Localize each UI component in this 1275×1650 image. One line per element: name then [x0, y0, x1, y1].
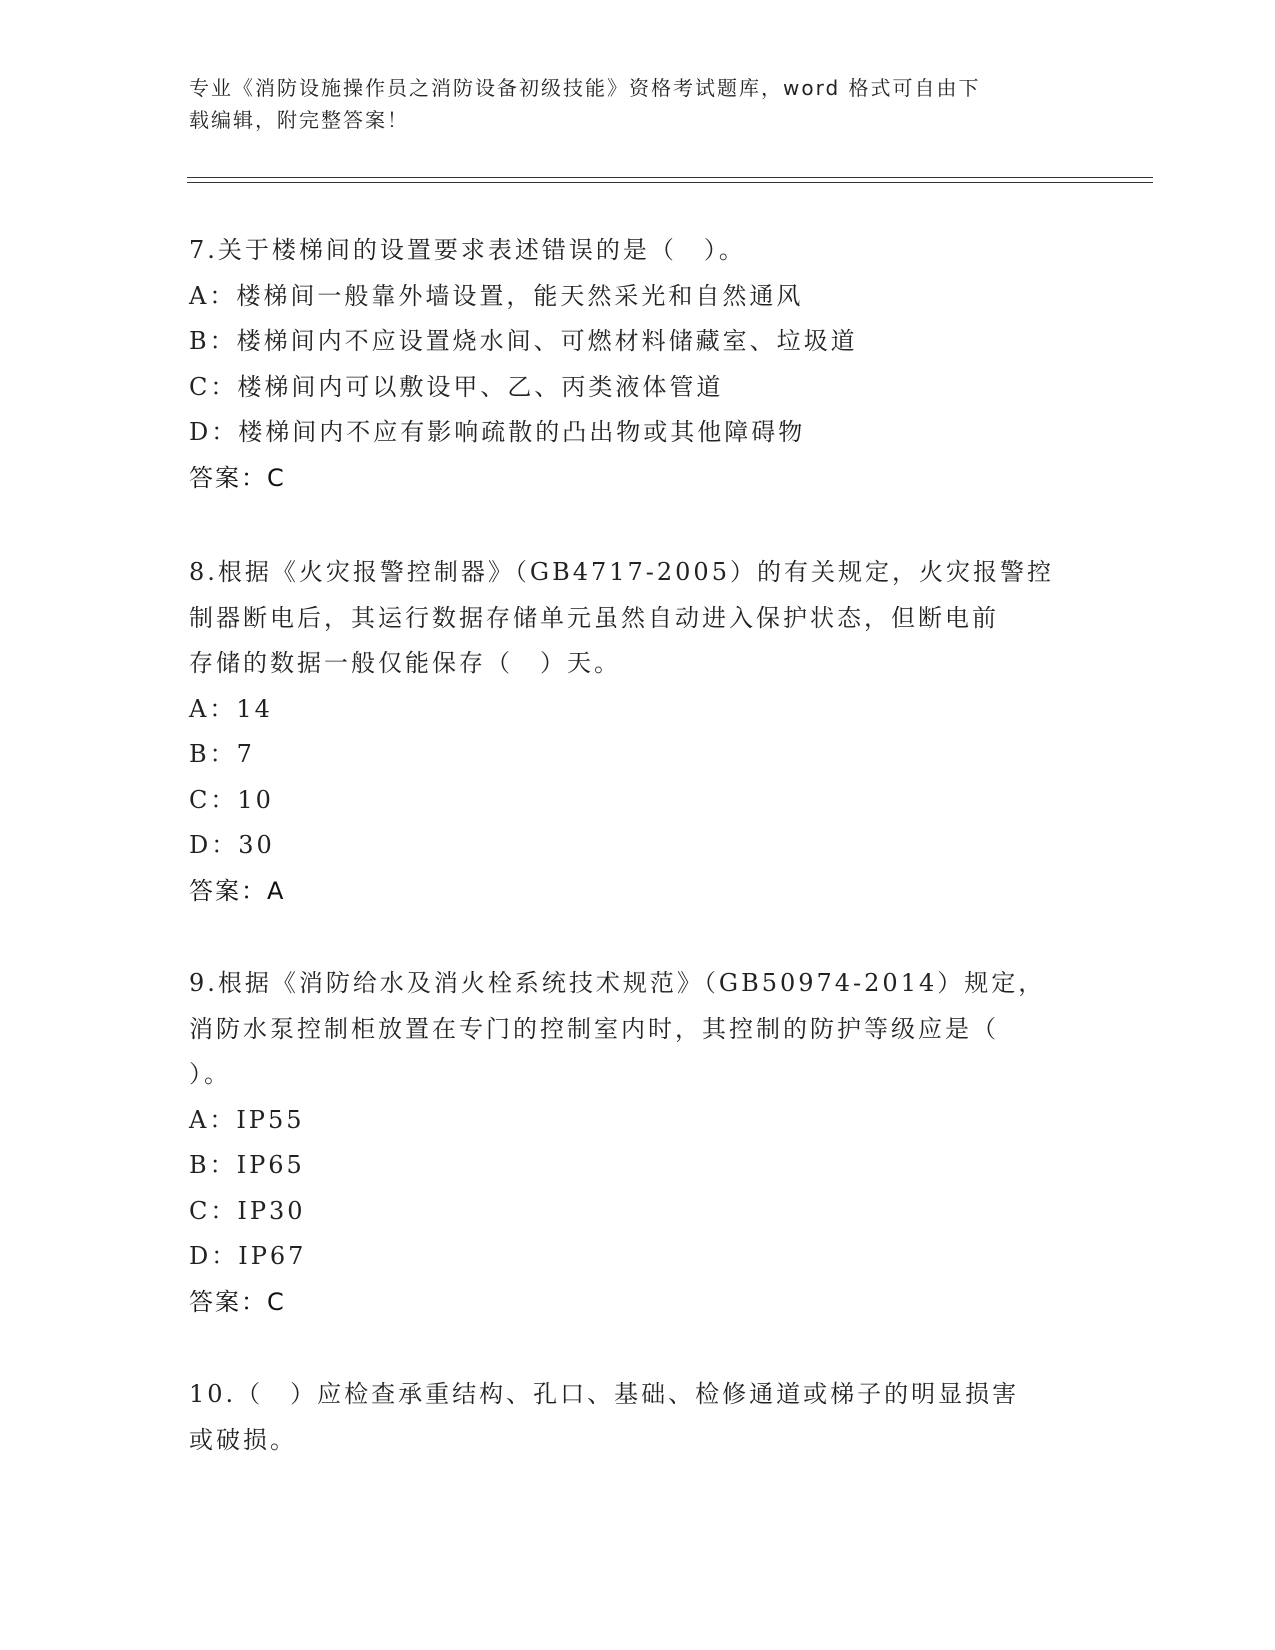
- document-header: [189, 72, 1089, 136]
- header-line-2: 载编辑，附完整答案！: [189, 108, 409, 132]
- option-a: A：楼梯间一般靠外墙设置，能天然采光和自然通风: [189, 281, 804, 310]
- header-divider-bottom: [187, 182, 1153, 183]
- question-10: [189, 1372, 1089, 1463]
- answer-label: 答案：C: [189, 1287, 286, 1316]
- question-stem-line: 存储的数据一般仅能保存（ ）天。: [189, 649, 621, 677]
- header-divider-top: [187, 177, 1153, 178]
- question-8: [189, 550, 1089, 914]
- option-b: B：IP65: [189, 1151, 305, 1179]
- option-b: B：7: [189, 740, 255, 768]
- question-7: [189, 228, 1089, 501]
- question-stem-line: 8.根据《火灾报警控制器》（GB4717-2005）的有关规定，火灾报警控: [189, 558, 1054, 586]
- question-stem-line: 消防水泵控制柜放置在专门的控制室内时，其控制的防护等级应是（: [189, 1014, 999, 1043]
- option-d: D：IP67: [189, 1242, 307, 1270]
- question-stem-line: 9.根据《消防给水及消火栓系统技术规范》（GB50974-2014）规定，: [189, 969, 1046, 997]
- option-a: A：14: [189, 694, 273, 723]
- header-line-1: 专业《消防设施操作员之消防设备初级技能》资格考试题库，word 格式可自由下: [189, 76, 981, 100]
- option-c: C：10: [189, 785, 274, 814]
- answer-label: 答案：A: [189, 876, 286, 905]
- question-stem-line: 10.（ ）应检查承重结构、孔口、基础、检修通道或梯子的明显损害: [189, 1380, 1020, 1408]
- option-a: A：IP55: [189, 1105, 305, 1134]
- question-stem-line: ）。: [189, 1060, 231, 1088]
- question-stem-line: 或破损。: [189, 1425, 297, 1454]
- option-c: C：IP30: [189, 1196, 306, 1225]
- option-d: D：楼梯间内不应有影响疏散的凸出物或其他障碍物: [189, 418, 806, 446]
- option-b: B：楼梯间内不应设置烧水间、可燃材料储藏室、垃圾道: [189, 327, 858, 355]
- option-c: C：楼梯间内可以敷设甲、乙、丙类液体管道: [189, 372, 724, 401]
- question-9: [189, 961, 1089, 1325]
- answer-label: 答案：C: [189, 463, 286, 492]
- question-stem-line: 7.关于楼梯间的设置要求表述错误的是（ ）。: [189, 236, 746, 264]
- question-stem-line: 制器断电后，其运行数据存储单元虽然自动进入保护状态，但断电前: [189, 603, 999, 632]
- option-d: D：30: [189, 831, 275, 859]
